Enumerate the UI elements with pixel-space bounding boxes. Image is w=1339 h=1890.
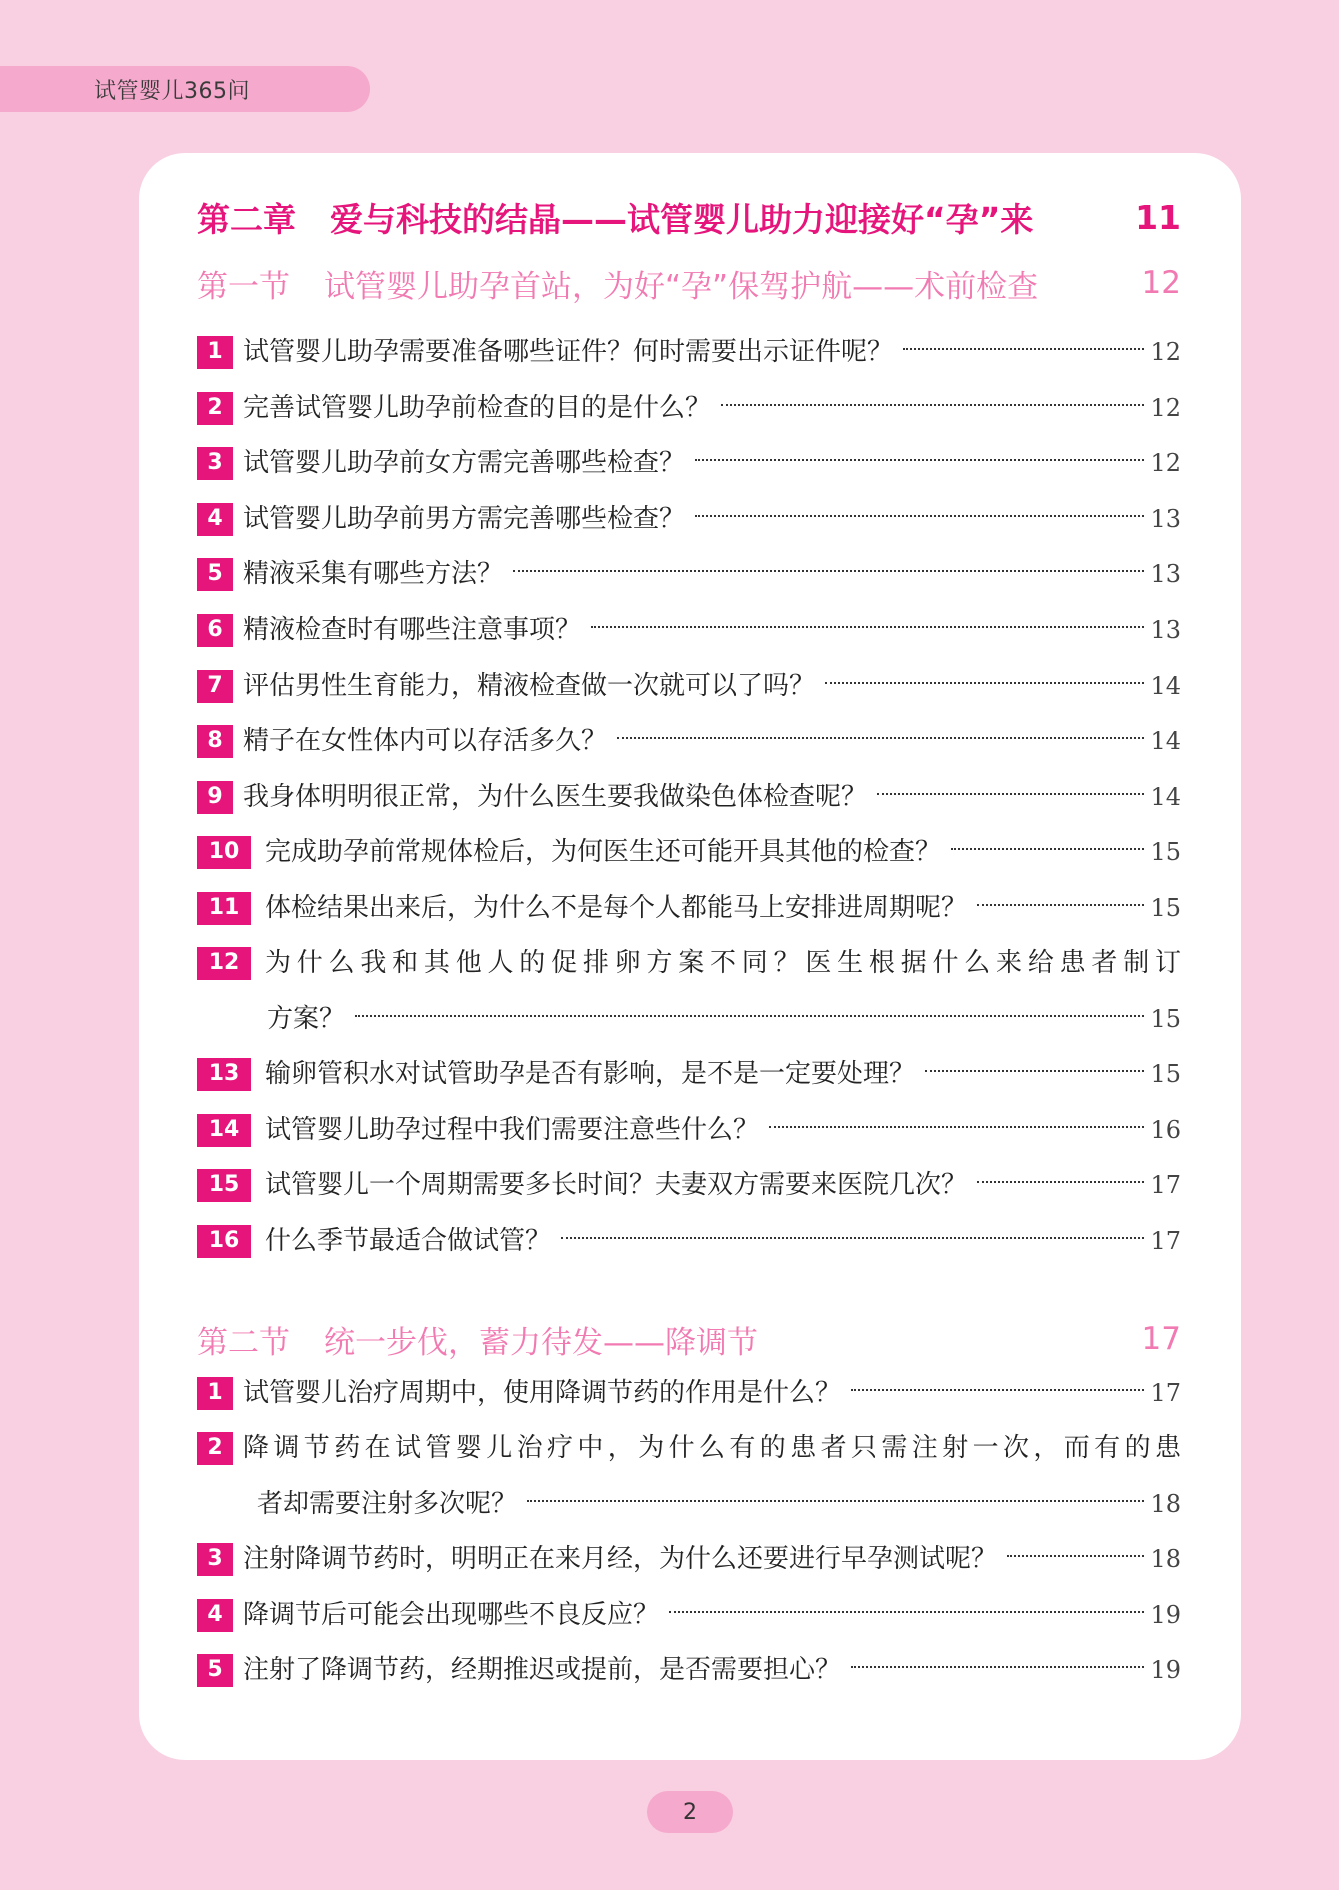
item-question: 注射降调节药时，明明正在来月经，为什么还要进行早孕测试呢？ xyxy=(243,1544,998,1574)
dot-leader xyxy=(695,459,1144,461)
item-page: 12 xyxy=(1150,338,1181,366)
item-question: 试管婴儿助孕过程中我们需要注意些什么？ xyxy=(265,1115,760,1145)
item-page: 13 xyxy=(1150,560,1181,588)
dot-leader xyxy=(1007,1555,1144,1557)
toc-entry-1-5[interactable] xyxy=(197,546,1181,602)
item-page: 13 xyxy=(1150,505,1181,533)
item-question: 注射了降调节药，经期推迟或提前，是否需要担心？ xyxy=(243,1655,842,1685)
item-page: 17 xyxy=(1150,1379,1181,1407)
item-number-badge: 2 xyxy=(197,1432,233,1465)
chapter-heading[interactable] xyxy=(197,195,1181,239)
dot-leader xyxy=(925,1070,1144,1072)
item-number-badge: 1 xyxy=(197,1377,233,1410)
item-number-badge: 2 xyxy=(197,392,233,425)
toc-entry-2-4[interactable] xyxy=(197,1587,1181,1643)
chapter-page: 11 xyxy=(1135,197,1181,237)
toc-entry-1-6[interactable] xyxy=(197,602,1181,658)
item-question: 试管婴儿助孕需要准备哪些证件？何时需要出示证件呢？ xyxy=(243,337,894,367)
item-number-badge: 12 xyxy=(197,947,251,980)
item-number-badge: 16 xyxy=(197,1225,251,1258)
dot-leader xyxy=(903,348,1144,350)
item-question: 完善试管婴儿助孕前检查的目的是什么？ xyxy=(243,393,712,423)
item-page: 19 xyxy=(1150,1601,1181,1629)
item-number-badge: 13 xyxy=(197,1058,251,1091)
section-title: 统一步伐，蓄力待发——降调节 xyxy=(324,1324,758,1361)
item-question: 试管婴儿一个周期需要多长时间？夫妻双方需要来医院几次？ xyxy=(265,1170,968,1200)
dot-leader xyxy=(591,626,1144,628)
chapter-label: 第二章 xyxy=(197,199,296,239)
item-question: 精子在女性体内可以存活多久？ xyxy=(243,726,608,756)
item-number-badge: 15 xyxy=(197,1169,251,1202)
dot-leader xyxy=(951,848,1144,850)
section-label: 第一节 xyxy=(197,268,290,305)
dot-leader xyxy=(977,1181,1144,1183)
toc-entry-1-11[interactable] xyxy=(197,880,1181,936)
book-title: 试管婴儿365问 xyxy=(94,78,250,104)
dot-leader xyxy=(617,737,1144,739)
item-page: 15 xyxy=(1150,894,1181,922)
section-page: 12 xyxy=(1141,265,1181,301)
item-page: 12 xyxy=(1150,394,1181,422)
item-number-badge: 3 xyxy=(197,447,233,480)
section-label-title xyxy=(197,261,1038,306)
item-page: 19 xyxy=(1150,1656,1181,1684)
dot-leader xyxy=(977,904,1144,906)
toc-entry-1-2[interactable] xyxy=(197,380,1181,436)
section-heading-1[interactable] xyxy=(197,261,1181,305)
item-question: 完成助孕前常规体检后，为何医生还可能开具其他的检查？ xyxy=(265,837,942,867)
item-number-badge: 1 xyxy=(197,336,233,369)
dot-leader xyxy=(695,515,1144,517)
section-heading-2[interactable] xyxy=(197,1317,1181,1361)
dot-leader xyxy=(561,1237,1144,1239)
item-number-badge: 6 xyxy=(197,614,233,647)
page-number-badge xyxy=(647,1791,733,1833)
toc-entry-2-5[interactable] xyxy=(197,1642,1181,1698)
dot-leader xyxy=(769,1126,1144,1128)
dot-leader xyxy=(877,793,1144,795)
dot-leader xyxy=(513,570,1144,572)
toc-entry-1-16[interactable] xyxy=(197,1213,1181,1269)
section-title: 试管婴儿助孕首站，为好“孕”保驾护航——术前检查 xyxy=(324,268,1039,305)
toc-entry-1-14[interactable] xyxy=(197,1102,1181,1158)
dot-leader xyxy=(355,1015,1144,1017)
dot-leader xyxy=(851,1389,1144,1391)
dot-leader xyxy=(851,1666,1144,1668)
item-number-badge: 3 xyxy=(197,1543,233,1576)
item-page: 15 xyxy=(1150,1060,1181,1088)
item-page: 17 xyxy=(1150,1227,1181,1255)
item-question: 精液采集有哪些方法？ xyxy=(243,559,504,589)
item-question: 试管婴儿治疗周期中，使用降调节药的作用是什么？ xyxy=(243,1378,842,1408)
item-number-badge: 5 xyxy=(197,558,233,591)
item-page: 15 xyxy=(1150,1005,1181,1033)
toc-card xyxy=(139,153,1241,1760)
toc-entry-1-15[interactable] xyxy=(197,1157,1181,1213)
item-question: 精液检查时有哪些注意事项？ xyxy=(243,615,582,645)
item-page: 17 xyxy=(1150,1171,1181,1199)
dot-leader xyxy=(669,1611,1144,1613)
item-question: 为什么我和其他人的促排卵方案不同？医生根据什么来给患者制订 xyxy=(265,948,1181,978)
item-question: 体检结果出来后，为什么不是每个人都能马上安排进周期呢？ xyxy=(265,893,968,923)
item-page: 16 xyxy=(1150,1116,1181,1144)
item-page: 12 xyxy=(1150,449,1181,477)
toc-entry-1-13[interactable] xyxy=(197,1046,1181,1102)
toc-entry-2-1[interactable] xyxy=(197,1365,1181,1421)
section-page: 17 xyxy=(1141,1321,1181,1357)
item-question: 评估男性生育能力，精液检查做一次就可以了吗？ xyxy=(243,671,816,701)
toc-entry-1-8[interactable] xyxy=(197,713,1181,769)
item-number-badge: 10 xyxy=(197,836,251,869)
book-title-tab xyxy=(0,66,370,112)
item-page: 13 xyxy=(1150,616,1181,644)
toc-entry-2-3[interactable] xyxy=(197,1531,1181,1587)
item-number-badge: 8 xyxy=(197,725,233,758)
section-label-title xyxy=(197,1317,758,1362)
item-question: 降调节后可能会出现哪些不良反应？ xyxy=(243,1600,660,1630)
item-question-continued: 方案？ xyxy=(267,1004,346,1034)
item-page: 15 xyxy=(1150,838,1181,866)
item-question: 什么季节最适合做试管？ xyxy=(265,1226,552,1256)
toc-entry-1-4[interactable] xyxy=(197,491,1181,547)
toc-entry-1-7[interactable] xyxy=(197,658,1181,714)
item-question: 输卵管积水对试管助孕是否有影响，是不是一定要处理？ xyxy=(265,1059,916,1089)
toc-entry-1-9[interactable] xyxy=(197,769,1181,825)
item-page: 18 xyxy=(1150,1545,1181,1573)
item-number-badge: 4 xyxy=(197,1599,233,1632)
item-number-badge: 7 xyxy=(197,670,233,703)
toc-entry-1-12[interactable] xyxy=(197,935,1181,1047)
section-label: 第二节 xyxy=(197,1324,290,1361)
chapter-title: 爱与科技的结晶——试管婴儿助力迎接好“孕”来 xyxy=(330,199,1034,239)
item-number-badge: 4 xyxy=(197,503,233,536)
item-question: 试管婴儿助孕前女方需完善哪些检查？ xyxy=(243,448,686,478)
toc-entry-2-2[interactable] xyxy=(197,1420,1181,1532)
page-number: 2 xyxy=(683,1799,697,1825)
item-page: 14 xyxy=(1150,672,1181,700)
chapter-label-title xyxy=(197,194,1033,241)
item-page: 18 xyxy=(1150,1490,1181,1518)
dot-leader xyxy=(721,404,1144,406)
item-number-badge: 9 xyxy=(197,781,233,814)
item-number-badge: 5 xyxy=(197,1654,233,1687)
toc-entry-1-3[interactable] xyxy=(197,435,1181,491)
item-number-badge: 11 xyxy=(197,892,251,925)
item-page: 14 xyxy=(1150,783,1181,811)
toc-entry-1-10[interactable] xyxy=(197,824,1181,880)
item-question-continued: 者却需要注射多次呢？ xyxy=(257,1489,518,1519)
item-page: 14 xyxy=(1150,727,1181,755)
item-number-badge: 14 xyxy=(197,1114,251,1147)
item-question: 我身体明明很正常，为什么医生要我做染色体检查呢？ xyxy=(243,782,868,812)
dot-leader xyxy=(527,1500,1144,1502)
toc-entry-1-1[interactable] xyxy=(197,324,1181,380)
item-question: 试管婴儿助孕前男方需完善哪些检查？ xyxy=(243,504,686,534)
item-question: 降调节药在试管婴儿治疗中，为什么有的患者只需注射一次，而有的患 xyxy=(243,1433,1181,1463)
dot-leader xyxy=(825,682,1144,684)
